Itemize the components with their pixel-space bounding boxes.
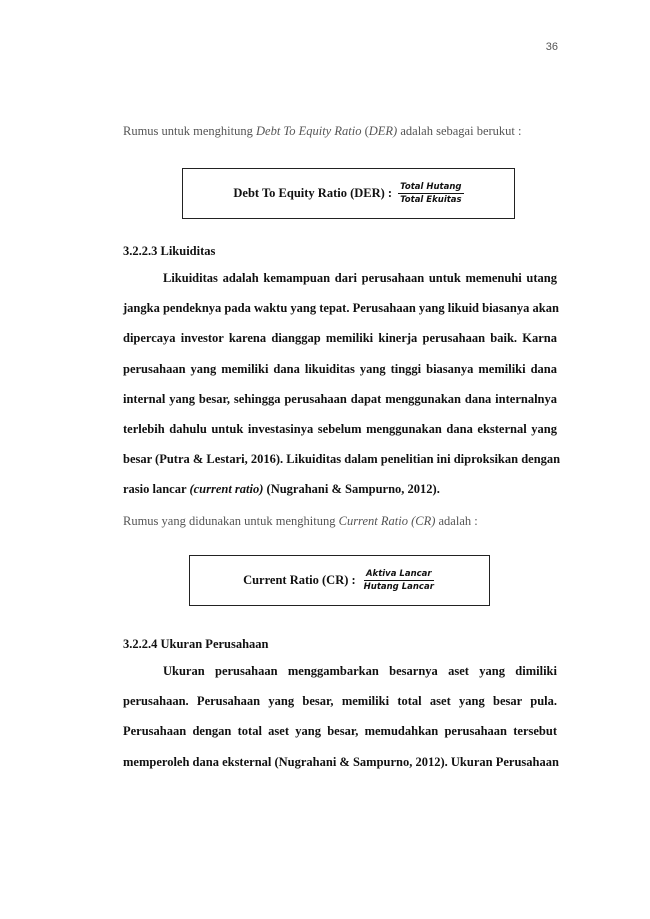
paragraph-line: perusahaan. Perusahaan yang besar, memiliki total aset yang besar pula. [123,694,557,709]
paragraph-line-last [123,481,557,511]
cr-intro-term: Current Ratio (CR) [338,514,436,528]
der-fraction [398,182,464,205]
page-number: 36 [545,41,558,53]
der-formula-label: Debt To Equity Ratio (DER) : [233,186,393,200]
der-intro-text [123,124,563,139]
cr-intro-before: Rumus yang didunakan untuk menghitung [123,514,339,528]
der-intro-before: Rumus untuk menghitung [123,124,256,138]
paragraph-line: Perusahaan dengan total aset yang besar, memudahkan perusahaan tersebut [123,724,557,739]
cr-fraction [362,569,436,592]
der-numerator: Total Hutang [400,182,462,192]
heading-ukuran-perusahaan: 3.2.2.4 Ukuran Perusahaan [123,637,269,651]
paragraph-line: jangka pendeknya pada waktu yang tepat. Perusahaan yang likuid biasanya akan [123,301,559,316]
last-line-before: rasio lancar [123,482,190,497]
paragraph-line: besar (Putra & Lestari, 2016). Likuiditas dalam penelitian ini diproksikan dengan [123,452,561,467]
der-intro-middle: ( [361,124,369,138]
last-line-after: (Nugrahani & Sampurno, 2012). [263,482,440,497]
paragraph-likuiditas [123,270,561,512]
cr-formula-label: Current Ratio (CR) : [243,573,356,587]
paragraph-line: perusahaan yang memiliki dana likuiditas yang tinggi biasanya memiliki dana [123,361,557,376]
current-ratio-term: (current ratio) [189,482,264,497]
der-intro-abbr: DER) [368,124,398,138]
paragraph-line: internal yang besar, sehingga perusahaan dapat menggunakan dana internalnya [123,391,557,406]
der-intro-term: Debt To Equity Ratio [256,124,362,138]
der-formula-box [182,168,515,219]
der-denominator: Total Ekuitas [400,195,462,205]
cr-intro-text [123,514,563,529]
cr-formula-box [189,555,490,606]
cr-denominator: Hutang Lancar [363,582,434,592]
cr-numerator: Aktiva Lancar [365,569,432,579]
paragraph-line: memperoleh dana eksternal (Nugrahani & Sampurno, 2012). Ukuran Perusahaan [123,754,559,769]
paragraph-line: Likuiditas adalah kemampuan dari perusahaan untuk memenuhi utang [163,271,557,285]
heading-likuiditas: 3.2.2.3 Likuiditas [123,244,216,258]
paragraph-line: dipercaya investor karena dianggap memiliki kinerja perusahaan baik. Karna [123,331,557,346]
paragraph-line: Ukuran perusahaan menggambarkan besarnya aset yang dimiliki [163,664,557,678]
der-intro-after: adalah sebagai berukut : [397,124,522,138]
cr-intro-after: adalah : [435,514,478,528]
paragraph-line: terlebih dahulu untuk investasinya sebelum menggunakan dana eksternal yang [123,421,557,436]
paragraph-ukuran-perusahaan [123,663,557,784]
